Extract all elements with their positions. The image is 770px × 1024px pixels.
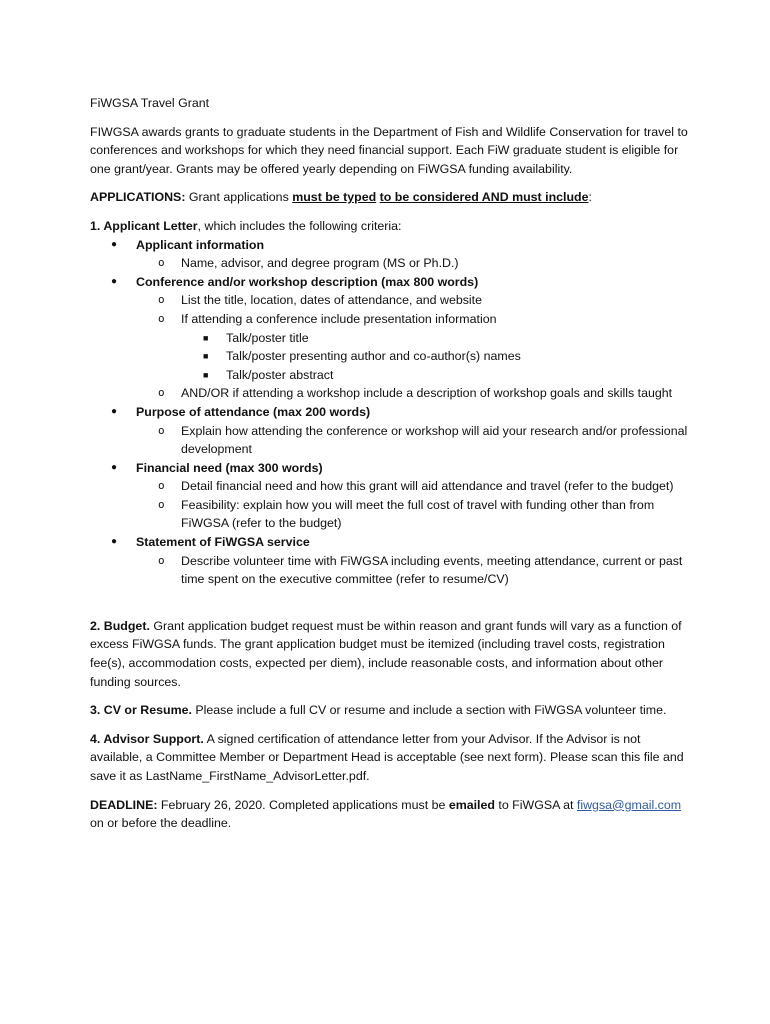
section-2-label: 2. Budget. — [90, 618, 150, 633]
section-4-label: 4. Advisor Support. — [90, 731, 204, 746]
deadline-emphasis: emailed — [448, 797, 495, 812]
list-item: o AND/OR if attending a workshop include a description of workshop goals and skills taught — [136, 384, 690, 403]
criteria-label: Applicant information — [136, 237, 265, 252]
section-3-text: Please include a full CV or resume and include a section with FiWGSA volunteer time. — [191, 703, 667, 718]
deadline-text-2: to FiWGSA at — [494, 797, 577, 812]
deadline-text-1: February 26, 2020. Completed applications must be — [157, 797, 449, 812]
list-item: ■ Talk/poster title — [181, 329, 690, 348]
list-item: o Feasibility: explain how you will meet the full cost of travel with funding other than from FiWGSA (refer to the budget) — [136, 496, 690, 533]
section-1-label: 1. Applicant Letter — [90, 218, 198, 233]
list-item — [90, 459, 690, 533]
section-3-paragraph — [90, 701, 690, 720]
applications-text-3: : — [588, 190, 592, 205]
section-3-label: 3. CV or Resume. — [90, 703, 192, 718]
list-item: o Detail financial need and how this grant will aid attendance and travel (refer to the budget) — [136, 477, 690, 496]
list-item: o Explain how attending the conference or workshop will aid your research and/or professional development — [136, 422, 690, 459]
intro-paragraph: FIWGSA awards grants to graduate students in the Department of Fish and Wildlife Conservation for travel to conferences and workshops for which they need financial support. Each FiW graduate student is eligible for one grant/year. Grants may be offered yearly depending on FiWGSA funding availability. — [90, 124, 688, 176]
list-item: ■ Talk/poster abstract — [181, 366, 690, 385]
list-item: o If attending a conference include presentation information ■ Talk/poster title ■ Talk/poster presenting author and co-author(s) names ■ Talk/poster abstract — [136, 310, 690, 384]
applications-paragraph — [90, 188, 690, 207]
criteria-list — [90, 236, 690, 589]
document-page — [90, 94, 690, 843]
list-item: o Describe volunteer time with FiWGSA including events, meeting attendance, current or past time spent on the executive committee (refer to resume/CV) — [136, 552, 690, 589]
list-item — [90, 236, 690, 273]
applications-text-1: Grant applications — [185, 190, 293, 205]
section-4-text: A signed certification of attendance letter from your Advisor. If the Advisor is not available, a Committee Member or Department Head is acceptable (see next form). Please scan this file and save it as LastName_FirstName_AdvisorLetter.pdf. — [90, 731, 684, 783]
criteria-label: Conference and/or workshop description (max 800 words) — [136, 274, 479, 289]
applications-underline-2: to be considered AND must include — [379, 190, 589, 205]
section-4-paragraph — [90, 730, 690, 786]
section-2-paragraph — [90, 617, 690, 691]
criteria-label: Purpose of attendance (max 200 words) — [136, 404, 371, 419]
document-title: FiWGSA Travel Grant — [90, 96, 210, 110]
list-item: o List the title, location, dates of attendance, and website — [136, 291, 690, 310]
deadline-label: DEADLINE: — [90, 797, 158, 812]
list-item — [90, 403, 690, 459]
section-1-text: , which includes the following criteria: — [197, 218, 402, 233]
deadline-text-3: on or before the deadline. — [90, 816, 232, 831]
email-link[interactable]: fiwgsa@gmail.com — [576, 797, 682, 812]
criteria-label: Financial need (max 300 words) — [136, 460, 323, 475]
section-2-text: Grant application budget request must be within reason and grant funds will vary as a function of excess FiWGSA funds. The grant application budget must be itemized (including travel costs, registration fee(s), accommodation costs, expected per diem), include reasonable costs, and information about other funding sources. — [90, 618, 682, 689]
section-1-heading — [90, 217, 690, 236]
applications-label: APPLICATIONS: — [90, 190, 186, 205]
list-item — [90, 273, 690, 403]
applications-underline-1: must be typed — [292, 190, 377, 205]
list-item: o Name, advisor, and degree program (MS or Ph.D.) — [136, 254, 690, 273]
deadline-paragraph — [90, 796, 690, 833]
spacer — [90, 589, 690, 617]
list-item: ■ Talk/poster presenting author and co-author(s) names — [181, 347, 690, 366]
criteria-label: Statement of FiWGSA service — [136, 535, 310, 550]
list-item — [90, 533, 690, 589]
